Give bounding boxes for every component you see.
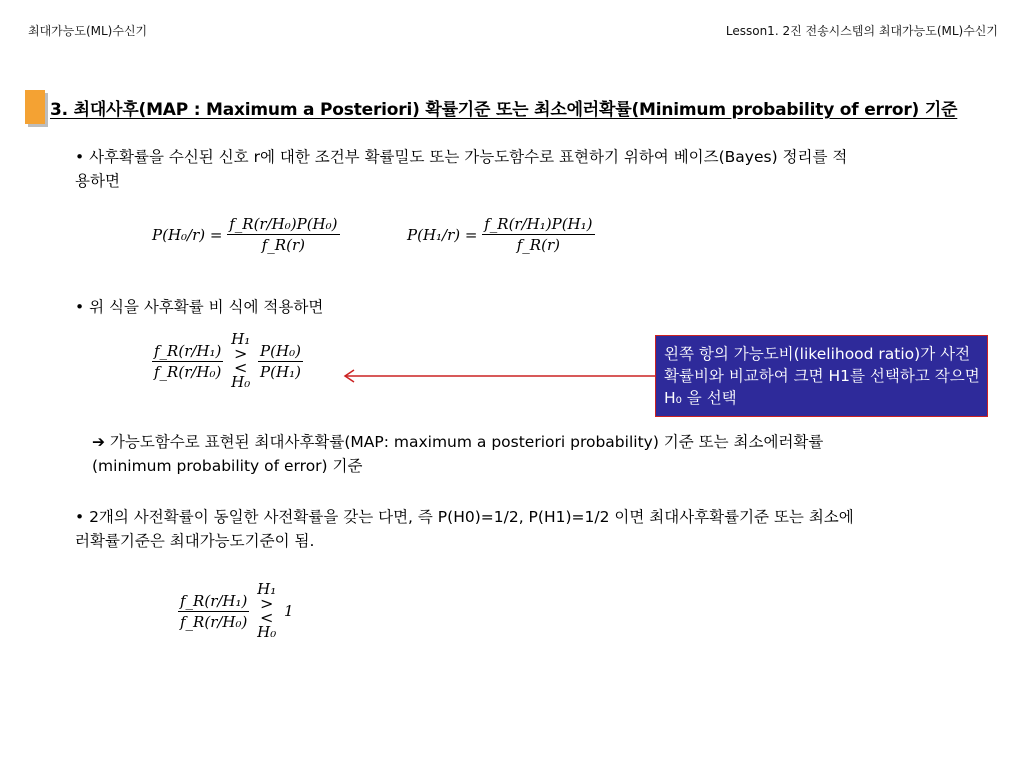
decision-relation: [257, 582, 276, 640]
likelihood-ratio-fraction: [152, 342, 223, 381]
likelihood-ratio-fraction: [178, 592, 249, 631]
fraction-numerator: f_R(r/H₁)P(H₁): [484, 215, 593, 233]
decision-relation: [231, 332, 250, 390]
fraction-numerator: P(H₀): [260, 341, 301, 360]
paragraph-apply-ratio: • 위 식을 사후확률 비 식에 적용하면: [75, 298, 324, 316]
decision-h1-label: H₁: [257, 580, 277, 598]
fraction-numerator: f_R(r/H₁): [180, 591, 248, 610]
header-right-title: Lesson1. 2진 전송시스템의 최대가능도(ML)수신기: [725, 24, 998, 38]
paragraph-equal-priors: • 2개의 사전확률이 동일한 사전확률을 갖는 다면, 즉 P(H0)=1/2, P(H1)=1/2 이면 최대사후확률기준 또는 최소에러확률기준은 최대가능도기준이 됨.: [75, 508, 854, 550]
section-accent-bar: [25, 90, 45, 124]
fraction-denominator: f_R(r): [516, 236, 560, 254]
greater-than-symbol: >: [234, 344, 248, 363]
left-arrow-icon: [340, 366, 660, 386]
less-than-symbol: <: [234, 358, 248, 377]
less-than-symbol: <: [260, 608, 274, 627]
section-title: 3. 최대사후(MAP : Maximum a Posteriori) 확률기준 또는 최소에러확률(Minimum probability of error) 기준: [50, 100, 958, 120]
greater-than-symbol: >: [260, 594, 274, 613]
equation-fraction: [482, 215, 594, 254]
fraction-denominator: f_R(r): [261, 236, 305, 254]
equation-lhs: P(H₁/r) =: [407, 225, 478, 244]
fraction-denominator: f_R(r/H₀): [154, 362, 222, 381]
header-left-title: 최대가능도(ML)수신기: [28, 24, 148, 38]
decision-h0-label: H₀: [257, 623, 277, 641]
fraction-numerator: f_R(r/H₀)P(H₀): [229, 215, 338, 233]
fraction-denominator: f_R(r/H₀): [180, 612, 248, 631]
decision-h1-label: H₁: [231, 330, 251, 348]
equation-posterior-h0: [152, 215, 340, 254]
fraction-denominator: P(H₁): [260, 362, 301, 381]
equation-ml-ratio-test: [178, 582, 294, 640]
decision-h0-label: H₀: [231, 373, 251, 391]
prior-ratio-fraction: [258, 342, 303, 381]
paragraph-bayes: • 사후확률을 수신된 신호 r에 대한 조건부 확률밀도 또는 가능도함수로 표현하기 위하여 베이즈(Bayes) 정리를 적용하면: [75, 148, 848, 190]
equation-fraction: [227, 215, 339, 254]
threshold-value: 1: [284, 602, 294, 620]
likelihood-ratio-note: 왼쪽 항의 가능도비(likelihood ratio)가 사전확률비와 비교하여 크면 H1를 선택하고 작으면 H₀ 을 선택: [655, 335, 988, 417]
equation-lhs: P(H₀/r) =: [152, 225, 223, 244]
fraction-numerator: f_R(r/H₁): [154, 341, 222, 360]
paragraph-map-criterion: ➔ 가능도함수로 표현된 최대사후확률(MAP: maximum a posteriori probability) 기준 또는 최소에러확률(minimum probability of error) 기준: [92, 433, 824, 475]
equation-posterior-h1: [407, 215, 595, 254]
equation-map-ratio-test: [152, 332, 303, 390]
